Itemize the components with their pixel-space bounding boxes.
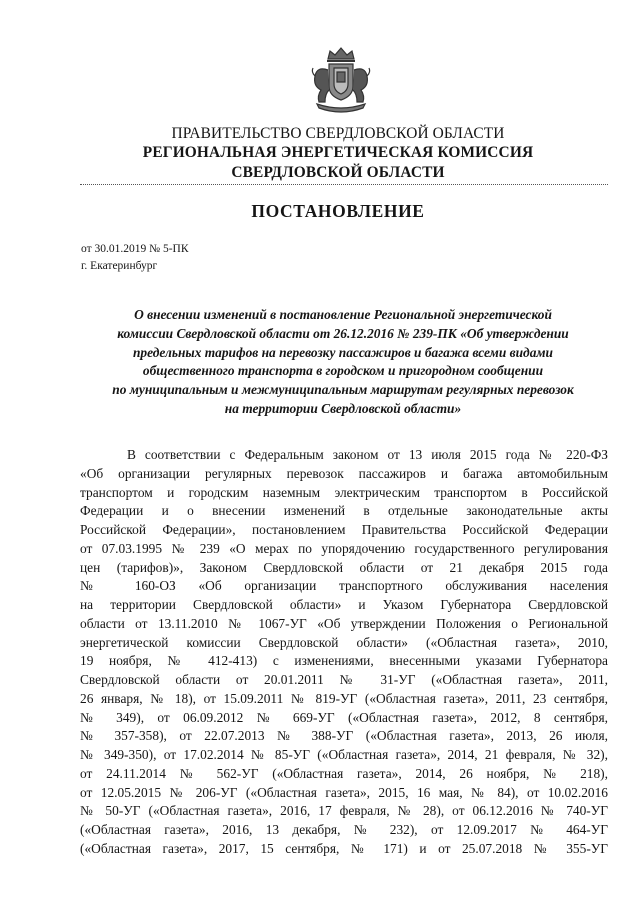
body-line: № 50-УГ («Областная газета», 2016, 17 февраля, № 28), от 06.12.2016 № 740-УГ	[80, 803, 608, 819]
subject-line: предельных тарифов на перевозку пассажиров и багажа всеми видами	[132, 344, 554, 360]
body-line: 26 января, № 18), от 15.09.2011 № 819-УГ («Областная газета», 2011, 23 сентября,	[80, 690, 608, 706]
body-line: 19 ноября, № 412-413) с изменениями, внесенными указами Губернатора	[80, 653, 608, 669]
body-line: Свердловской области от 20.01.2011 № 31-УГ («Областная газета», 2011,	[80, 672, 608, 687]
body-line: на территории Свердловской области» и Указом Губернатора Свердловской	[80, 597, 608, 612]
header-divider	[80, 184, 608, 185]
body-line: от 12.05.2015 № 206-УГ («Областная газета», 2015, 16 мая, № 84), от 10.02.2016	[80, 784, 608, 800]
subject-line: О внесении изменений в постановление Региональной энергетической	[134, 307, 552, 322]
document-body	[80, 446, 608, 859]
body-line: № 349-350), от 17.02.2014 № 85-УГ («Областная газета», 2014, 21 февраля, № 32),	[80, 747, 608, 762]
body-line: № 160-ОЗ «Об организации транспортного обслуживания населения	[80, 578, 608, 594]
body-line: В соответствии с Федеральным законом от 13 июля 2015 года № 220-ФЗ	[127, 447, 608, 462]
subject-line: по муниципальным и межмуниципальным маршрутам регулярных перевозок	[112, 382, 574, 398]
document-city: г. Екатеринбург	[81, 260, 158, 272]
body-line: транспортом и городским наземным электрическим транспортом в Российской	[80, 484, 608, 500]
document-title: ПОСТАНОВЛЕНИЕ	[251, 201, 425, 221]
body-line: («Областная газета», 2016, 13 декабря, № 232), от 12.09.2017 № 464-УГ	[80, 822, 608, 837]
body-line: области от 13.11.2010 № 1067-УГ «Об утверждении Положения о Региональной	[80, 615, 608, 631]
body-line: («Областная газета», 2017, 15 сентября, № 171) и от 25.07.2018 № 355-УГ	[80, 840, 608, 856]
body-line: № 357-358), от 22.07.2013 № 388-УГ («Областная газета», 2013, 26 июля,	[80, 728, 608, 744]
coat-of-arms-icon	[303, 42, 379, 118]
header-line-commission: РЕГИОНАЛЬНАЯ ЭНЕРГЕТИЧЕСКАЯ КОМИССИЯ	[142, 144, 534, 161]
body-line: энергетической комиссии Свердловской области» («Областная газета», 2010,	[80, 634, 608, 650]
body-line: Федерации и о внесении изменений в отдельные законодательные акты	[80, 503, 608, 519]
body-line: Российской Федерации», постановлением Правительства Российской Федерации	[80, 522, 608, 537]
body-line: № 349), от 06.09.2012 № 669-УГ («Областная газета», 2012, 8 сентября,	[80, 709, 608, 725]
subject-line: общественного транспорта в городском и пригородном сообщении	[142, 363, 544, 379]
subject-line: комиссии Свердловской области от 26.12.2016 № 239-ПК «Об утверждении	[117, 325, 569, 341]
subject-line: на территории Свердловской области»	[224, 400, 462, 416]
body-line: от 24.11.2014 № 562-УГ («Областная газета», 2014, 26 ноября, № 218),	[80, 765, 608, 781]
document-date-number: от 30.01.2019 № 5-ПК	[81, 243, 189, 255]
body-line: цен (тарифов)», Законом Свердловской области от 21 декабря 2015 года	[80, 559, 608, 575]
header-line-government: ПРАВИТЕЛЬСТВО СВЕРДЛОВСКОЙ ОБЛАСТИ	[171, 125, 505, 142]
header-line-region: СВЕРДЛОВСКОЙ ОБЛАСТИ	[231, 164, 445, 181]
body-line: от 07.03.1995 № 239 «О мерах по упорядочению государственного регулирования	[80, 540, 608, 556]
body-line: «Об организации регулярных перевозок пассажиров и багажа автомобильным	[80, 465, 608, 481]
document-subject	[76, 306, 610, 419]
